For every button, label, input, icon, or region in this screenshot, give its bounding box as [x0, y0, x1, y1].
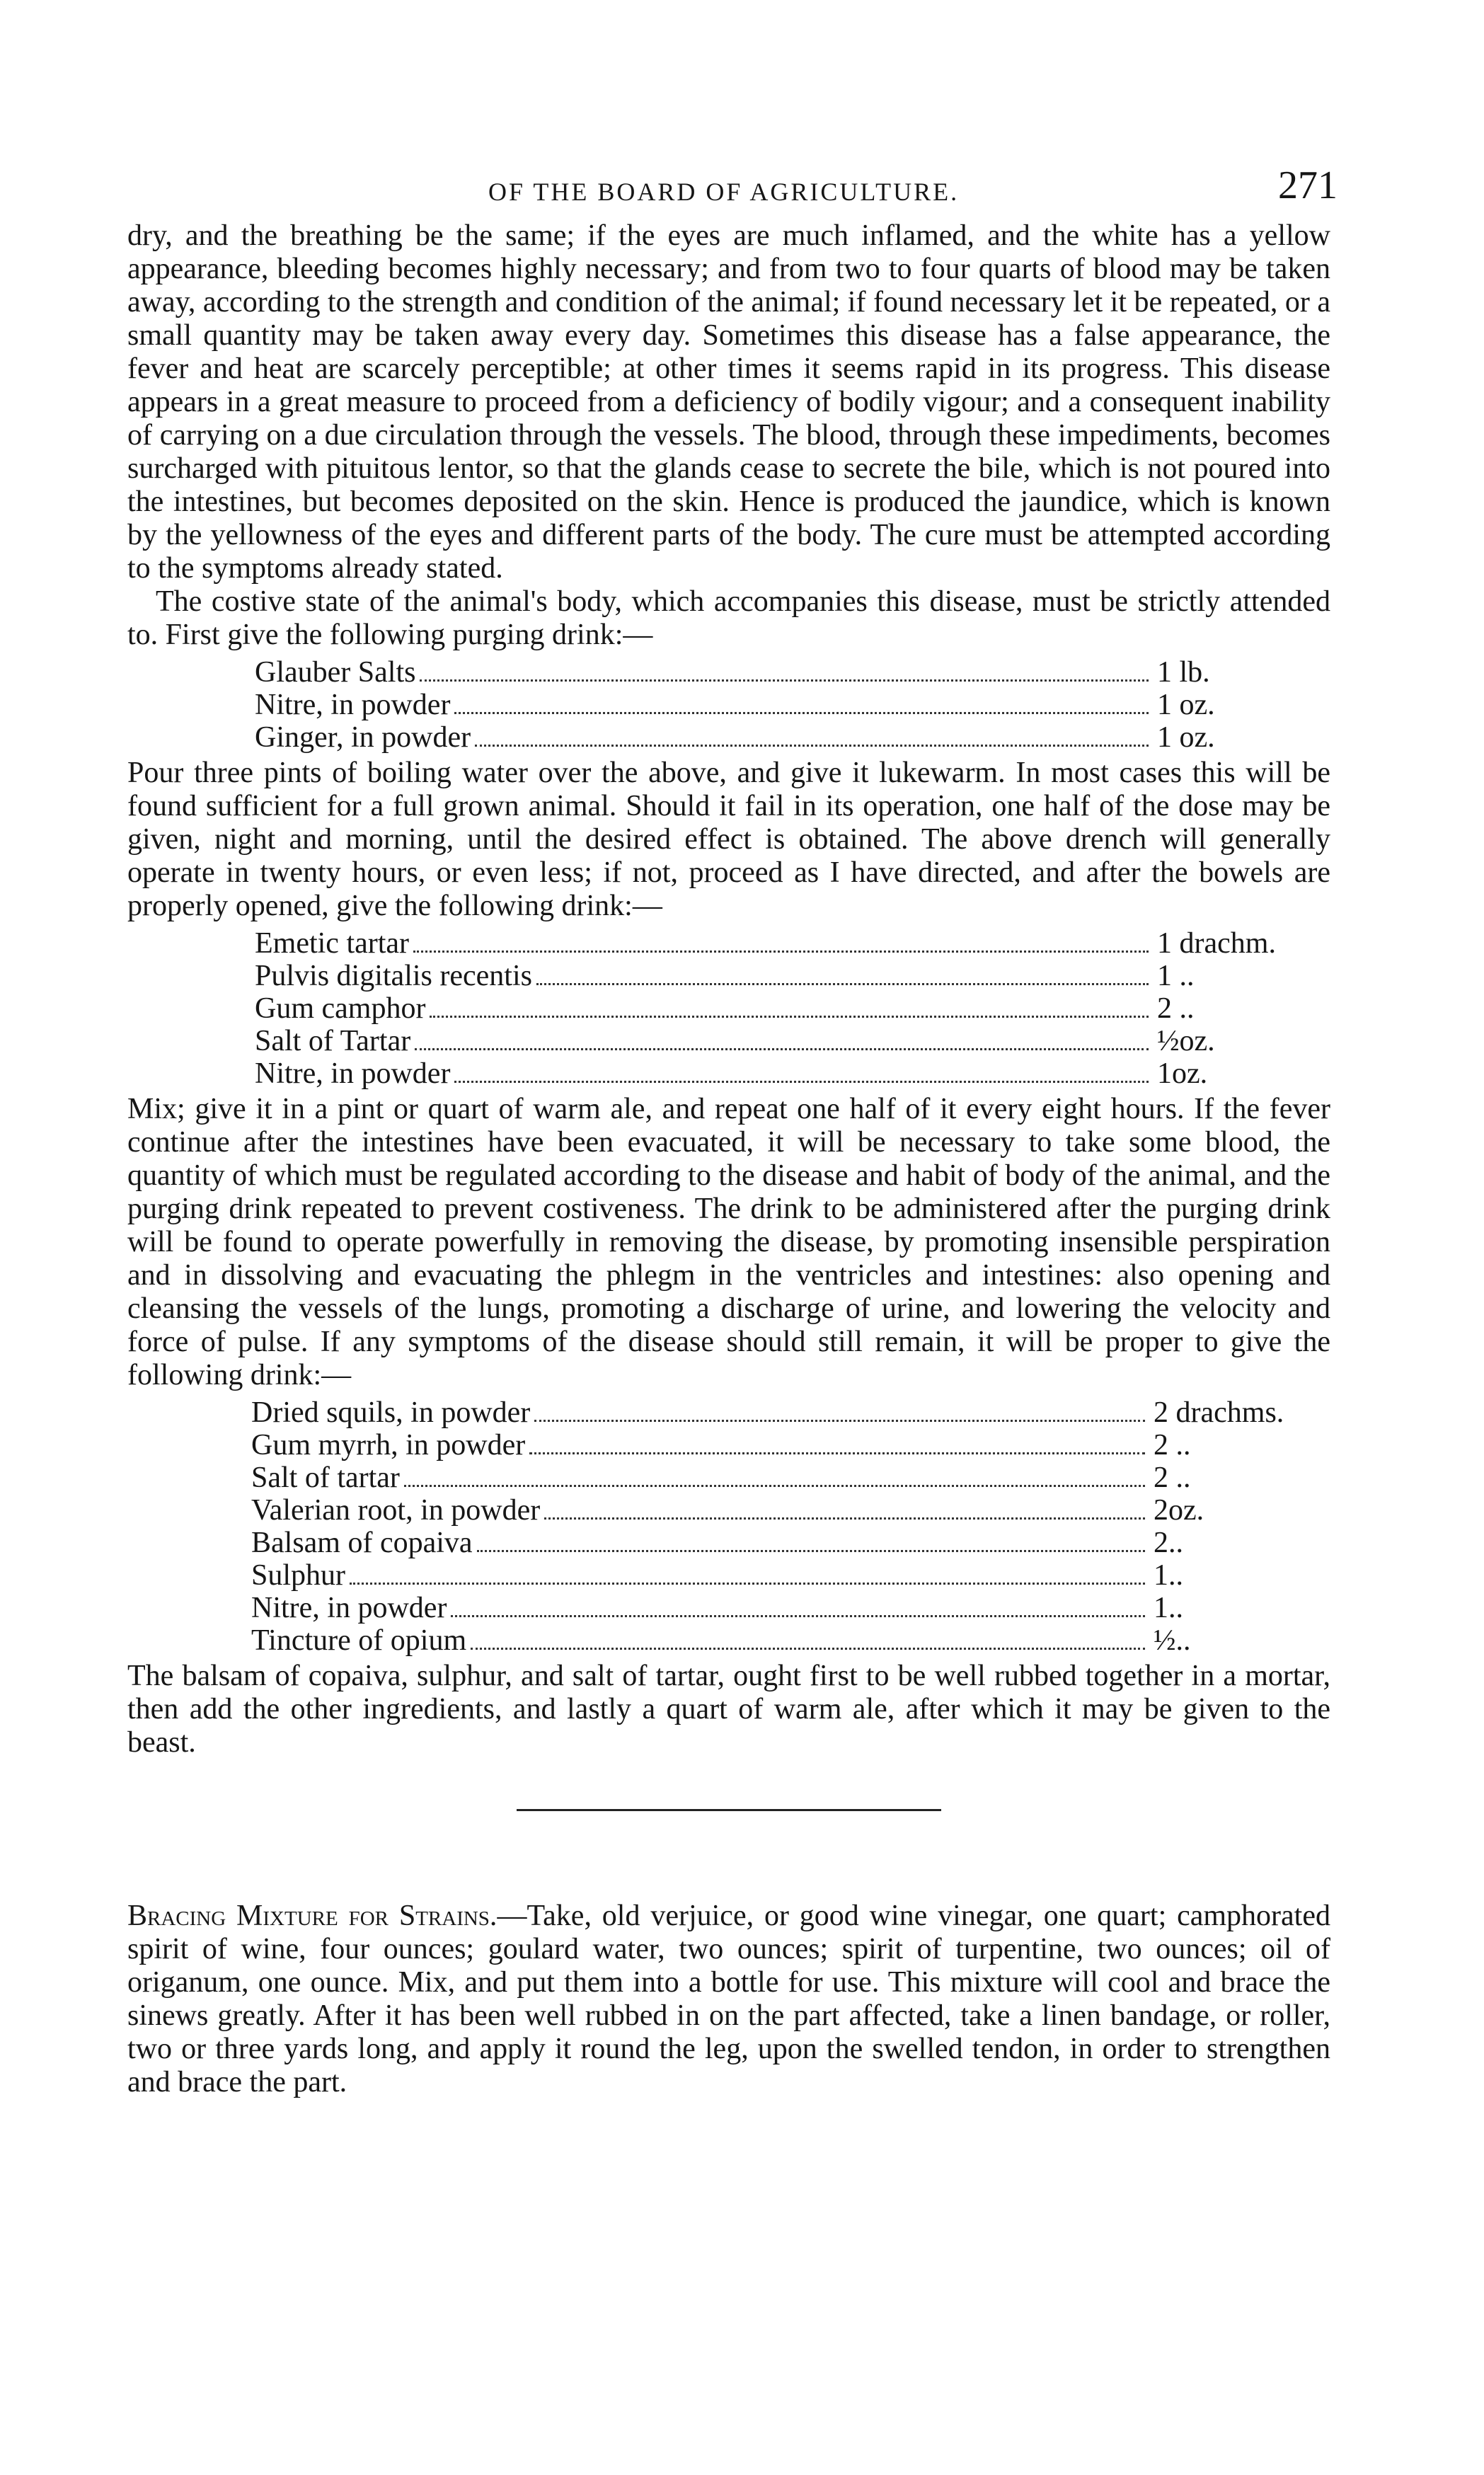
ingredient-quantity: 1oz.	[1157, 1057, 1208, 1090]
ingredient-name: Nitre, in powder	[251, 1592, 447, 1624]
dot-leader	[477, 1550, 1145, 1552]
ingredient-name: Glauber Salts	[255, 656, 416, 689]
ingredient-name: Pulvis digitalis recentis	[255, 960, 532, 992]
dot-leader	[451, 1615, 1145, 1617]
page-number: 271	[1278, 163, 1338, 207]
paragraph-jaundice-symptoms: dry, and the breathing be the same; if the eyes are much inflamed, and the white has a yellow appearance, bleeding becomes highly necessary; and from two to four quarts of blood may be taken away, according to the strength and condition of the animal; if found necessary let it be repeated, or a small quantity may be taken away every day. Sometimes this disease has a false appearance, the fever and heat are scarcely perceptible; at other times it seems rapid in its progress. This disease appears in a great measure to proceed from a deficiency of bodily vigour; and a consequent inability of carrying on a due circulation through the vessels. The blood, through these impediments, becomes surcharged with pituitous lentor, so that the glands cease to secrete the bile, which is not poured into the intestines, but becomes deposited on the skin. Hence is produced the jaundice, which is known by the yellowness of the eyes and different parts of the body. The cure must be attempted according to the symptoms already stated.	[127, 219, 1330, 585]
dot-leader	[404, 1485, 1145, 1487]
recipe-row	[255, 960, 1316, 992]
dot-leader	[413, 951, 1149, 953]
ingredient-name: Salt of tartar	[251, 1462, 400, 1494]
recipe-row	[255, 721, 1316, 754]
ingredient-quantity: 1..	[1154, 1559, 1183, 1592]
section-body: —Take, old verjuice, or good wine vinegar, one quart; camphorated spirit of wine, four ounces; goulard water, two ounces; spirit of turpentine, two ounces; oil of origanum, one ounce. Mix, and put them into a bottle for use. This mixture will cool and brace the sinews greatly. After it has been well rubbed in on the part affected, take a linen bandage, or roller, two or three yards long, and apply it round the leg, upon the swelled tendon, in order to strengthen and brace the part.	[127, 1900, 1330, 2098]
recipe-row	[255, 992, 1316, 1025]
recipe-purging-drink	[255, 656, 1316, 754]
ingredient-quantity: 2..	[1154, 1527, 1183, 1559]
book-page	[127, 163, 1338, 2099]
ingredient-name: Balsam of copaiva	[251, 1527, 473, 1559]
ingredient-name: Ginger, in powder	[255, 721, 471, 754]
ingredient-quantity: 2 drachms.	[1154, 1396, 1284, 1429]
recipe-row	[251, 1592, 1313, 1624]
paragraph-boiling-water: Pour three pints of boiling water over the above, and give it lukewarm. In most cases this will be found sufficient for a full grown animal. Should it fail in its operation, one half of the dose may be given, night and morning, until the desired effect is obtained. The above drench will generally operate in twenty hours, or even less; if not, proceed as I have directed, and after the bowels are properly opened, give the following drink:—	[127, 757, 1330, 922]
dot-leader	[454, 712, 1149, 714]
ingredient-name: Nitre, in powder	[255, 1057, 451, 1090]
ingredient-quantity: 1 drachm.	[1157, 927, 1276, 960]
dot-leader	[420, 679, 1149, 682]
dot-leader	[350, 1583, 1145, 1585]
ingredient-quantity: 1 lb.	[1157, 656, 1210, 689]
ingredient-quantity: 2 ..	[1154, 1429, 1191, 1462]
paragraph-bracing-mixture	[127, 1900, 1330, 2099]
dot-leader	[471, 1648, 1145, 1650]
ingredient-name: Valerian root, in powder	[251, 1494, 541, 1527]
recipe-row	[255, 1057, 1316, 1090]
ingredient-quantity: 1..	[1154, 1592, 1183, 1624]
recipe-row	[255, 689, 1316, 721]
running-head: OF THE BOARD OF AGRICULTURE.	[488, 178, 960, 206]
dot-leader	[430, 1016, 1149, 1018]
recipe-row	[251, 1527, 1313, 1559]
ingredient-name: Gum myrrh, in powder	[251, 1429, 526, 1462]
dot-leader	[415, 1048, 1149, 1050]
ingredient-quantity: ½..	[1154, 1624, 1191, 1657]
page-header	[127, 163, 1338, 219]
dot-leader	[475, 745, 1149, 747]
dot-leader	[534, 1420, 1145, 1422]
recipe-row	[251, 1429, 1313, 1462]
paragraph-costive-state: The costive state of the animal's body, which accompanies this disease, must be strictly attended to. First give the following purging drink:—	[127, 585, 1330, 651]
paragraph-balsam-instructions: The balsam of copaiva, sulphur, and salt of tartar, ought first to be well rubbed together in a mortar, then add the other ingredients, and lastly a quart of warm ale, after which it may be given to the beast.	[127, 1660, 1330, 1759]
ingredient-quantity: 2 ..	[1154, 1462, 1191, 1494]
ingredient-name: Sulphur	[251, 1559, 346, 1592]
ingredient-quantity: 1 ..	[1157, 960, 1195, 992]
recipe-row	[251, 1559, 1313, 1592]
ingredient-quantity: 2 ..	[1157, 992, 1195, 1025]
recipe-second-drink	[255, 927, 1316, 1090]
recipe-row	[251, 1624, 1313, 1657]
recipe-row	[255, 927, 1316, 960]
section-heading: Bracing Mixture for Strains.	[127, 1900, 497, 1932]
recipe-row	[255, 656, 1316, 689]
ingredient-name: Salt of Tartar	[255, 1025, 411, 1057]
recipe-third-drink	[251, 1396, 1313, 1657]
ingredient-name: Dried squils, in powder	[251, 1396, 531, 1429]
ingredient-quantity: 1 oz.	[1157, 689, 1215, 721]
dot-leader	[454, 1081, 1149, 1083]
ingredient-quantity: 2oz.	[1154, 1494, 1204, 1527]
recipe-row	[251, 1396, 1313, 1429]
paragraph-mix-instructions: Mix; give it in a pint or quart of warm ale, and repeat one half of it every eight hours. If the fever continue after the intestines have been evacuated, it will be necessary to take some blood, the quantity of which must be regulated according to the disease and habit of body of the animal, and the purging drink repeated to prevent costiveness. The drink to be administered after the purging drink will be found to operate powerfully in removing the disease, by promoting insensible perspiration and in dissolving and evacuating the phlegm in the ventricles and intestines: also opening and cleansing the vessels of the lungs, promoting a discharge of urine, and lowering the velocity and force of pulse. If any symptoms of the disease should still remain, it will be proper to give the following drink:—	[127, 1093, 1330, 1391]
dot-leader	[529, 1452, 1145, 1454]
ingredient-name: Tincture of opium	[251, 1624, 467, 1657]
dot-leader	[544, 1517, 1145, 1520]
ingredient-name: Emetic tartar	[255, 927, 410, 960]
ingredient-name: Nitre, in powder	[255, 689, 451, 721]
dot-leader	[536, 983, 1149, 985]
recipe-row	[251, 1462, 1313, 1494]
ingredient-name: Gum camphor	[255, 992, 426, 1025]
recipe-row	[251, 1494, 1313, 1527]
ingredient-quantity: 1 oz.	[1157, 721, 1215, 754]
section-divider	[517, 1809, 941, 1811]
ingredient-quantity: ½oz.	[1157, 1025, 1215, 1057]
recipe-row	[255, 1025, 1316, 1057]
